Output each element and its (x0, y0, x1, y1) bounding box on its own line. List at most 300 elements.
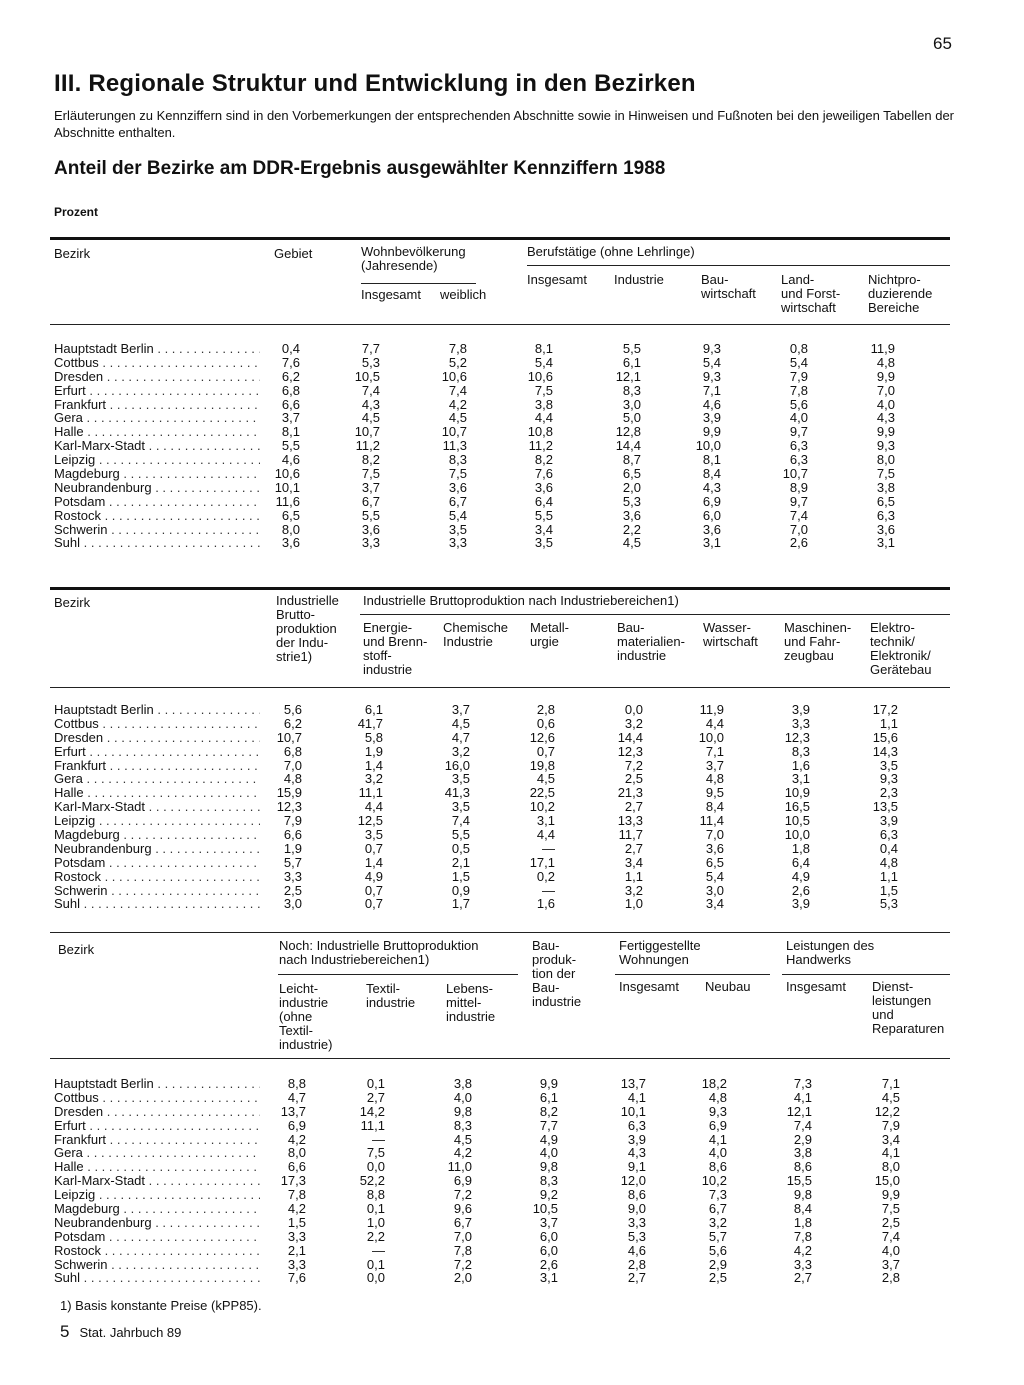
table-cell: 4,2 (793, 1242, 812, 1258)
table-cell: 0,7 (536, 743, 555, 759)
bezirk-name: Halle . . . (54, 786, 260, 800)
table-cell: 8,2 (361, 452, 380, 468)
table-cell: 1,9 (364, 743, 383, 759)
bezirk-name: Erfurt . . . (54, 1119, 260, 1133)
table-cell: 5,7 (283, 854, 302, 870)
table-cell: 5,4 (705, 868, 724, 884)
table-cell: — (542, 882, 555, 898)
t3-h-dienstleistungen: Dienst- leistungen und Reparaturen (872, 979, 945, 1036)
table-cell: 21,3 (617, 785, 643, 801)
table-cell: 8,4 (705, 799, 724, 815)
table-cell: 8,4 (702, 466, 721, 482)
table-cell: 15,0 (874, 1173, 900, 1189)
table-cell: 11,2 (355, 438, 380, 454)
t1-h-beruf-industrie: Industrie (614, 272, 664, 287)
table-cell: 4,0 (876, 396, 895, 412)
table-cell: 10,0 (695, 438, 721, 454)
table-cell: 4,2 (448, 396, 467, 412)
t3-wohn-subrule (615, 974, 770, 975)
table-cell: 9,2 (539, 1187, 558, 1203)
table-cell: 11,4 (699, 813, 724, 829)
table-cell: 8,1 (702, 452, 721, 468)
table-cell: 7,8 (793, 1228, 812, 1244)
table-cell: 7,4 (451, 813, 470, 829)
t2-h-wasserwirtschaft: Wasser- wirtschaft (703, 620, 758, 649)
table-cell: 6,4 (534, 493, 553, 509)
table-cell: 9,5 (705, 785, 724, 801)
t3-h-handwerk-insgesamt: Insgesamt (786, 979, 846, 994)
bezirk-name: Suhl . . . (54, 897, 260, 911)
bezirk-name: Schwerin . . . (54, 1258, 260, 1272)
table-cell: 7,2 (624, 757, 643, 773)
table3-body (50, 1077, 950, 1285)
table-cell: 4,3 (361, 396, 380, 412)
table-cell: 11,6 (275, 493, 300, 509)
table-cell: 7,4 (361, 382, 380, 398)
t3-h-leichtindustrie: Leicht- industrie (ohne Textil- industrie) (279, 981, 333, 1052)
table2-top-rule (50, 587, 950, 590)
table-cell: 4,5 (451, 715, 470, 731)
table-cell: 11,1 (360, 1117, 385, 1133)
table-cell: 8,6 (793, 1159, 812, 1175)
table-cell: 0,4 (281, 341, 300, 356)
table-cell: 4,6 (627, 1242, 646, 1258)
table-cell: 3,1 (539, 1270, 558, 1286)
t3-h-wohnungen-insgesamt: Insgesamt (619, 979, 679, 994)
table-cell: 14,2 (359, 1103, 385, 1119)
table-row (50, 772, 950, 786)
table-cell: 9,7 (789, 493, 808, 509)
table-cell: 6,7 (708, 1201, 727, 1217)
table-cell: 6,9 (287, 1117, 306, 1133)
table-cell: 12,8 (615, 424, 641, 440)
table-cell: 4,0 (789, 410, 808, 426)
table-row (50, 786, 950, 800)
t1-h-wohnbevoelkerung: Wohnbevölkerung (Jahresende) (361, 244, 466, 273)
table-row (50, 356, 950, 370)
table-cell: 7,5 (448, 466, 467, 482)
table-cell: 3,9 (879, 813, 898, 829)
table-cell: 3,6 (361, 521, 380, 537)
table-cell: 0,1 (366, 1201, 385, 1217)
table-cell: 5,3 (879, 896, 898, 912)
table-cell: 12,6 (529, 729, 555, 745)
table-cell: 4,7 (451, 729, 470, 745)
table-cell: 8,7 (622, 452, 641, 468)
table-cell: 4,9 (539, 1131, 558, 1147)
table-cell: 8,3 (791, 743, 810, 759)
bezirk-name: Halle . . . (54, 425, 260, 439)
table-cell: 9,3 (879, 771, 898, 787)
table-cell: 12,5 (357, 813, 383, 829)
table-cell: 3,5 (534, 535, 553, 551)
table-cell: 1,0 (624, 896, 643, 912)
bezirk-name: Hauptstadt Berlin . . . (54, 1077, 260, 1091)
bezirk-name: Schwerin . . . (54, 523, 260, 537)
table-cell: 7,8 (453, 1242, 472, 1258)
table-cell: 10,0 (784, 827, 810, 843)
table-cell: 6,1 (364, 702, 383, 717)
table-cell: 4,1 (881, 1145, 900, 1161)
table-cell: 9,9 (881, 1187, 900, 1203)
table-cell: 9,3 (708, 1103, 727, 1119)
table-cell: 2,0 (622, 479, 641, 495)
table-cell: 7,0 (876, 382, 895, 398)
table-cell: 10,5 (784, 813, 810, 829)
table-row (50, 384, 950, 398)
table-cell: 22,5 (529, 785, 555, 801)
table-cell: 15,9 (276, 785, 302, 801)
table-row (50, 425, 950, 439)
table-cell: 7,5 (881, 1201, 900, 1217)
table-row (50, 1271, 950, 1285)
table-row (50, 1119, 950, 1133)
bezirk-name: Rostock . . . (54, 1244, 260, 1258)
bezirk-name: Neubrandenburg . . . (54, 842, 260, 856)
table-cell: 6,1 (539, 1089, 558, 1105)
table-cell: 10,0 (698, 729, 724, 745)
table-cell: 2,2 (366, 1228, 385, 1244)
section-heading: III. Regionale Struktur und Entwicklung in den Bezirken (54, 70, 696, 97)
table-cell: 6,1 (622, 354, 641, 370)
bezirk-name: Schwerin . . . (54, 884, 260, 898)
table-cell: 0,1 (366, 1076, 385, 1091)
table-cell: 3,7 (451, 702, 470, 717)
table-cell: 3,1 (876, 535, 895, 551)
table-cell: 6,0 (702, 507, 721, 523)
table-cell: 3,7 (705, 757, 724, 773)
table-cell: 7,4 (881, 1228, 900, 1244)
table-cell: 4,2 (453, 1145, 472, 1161)
table-cell: 3,1 (702, 535, 721, 551)
table-cell: 8,0 (287, 1145, 306, 1161)
bezirk-name: Dresden . . . (54, 370, 260, 384)
table-cell: 3,3 (791, 715, 810, 731)
table-cell: 9,8 (453, 1103, 472, 1119)
table-cell: 14,4 (615, 438, 641, 454)
table-row (50, 1077, 950, 1091)
table-cell: 1,6 (536, 896, 555, 912)
table-cell: 7,1 (705, 743, 724, 759)
table-cell: 2,7 (627, 1270, 646, 1286)
table-cell: 5,2 (448, 354, 467, 370)
t3-h-wohnungen-neubau: Neubau (705, 979, 751, 994)
bezirk-name: Leipzig . . . (54, 453, 260, 467)
table-cell: 52,2 (359, 1173, 385, 1189)
t1-h-beruf-insgesamt: Insgesamt (527, 272, 587, 287)
table-cell: 7,7 (539, 1117, 558, 1133)
table-cell: 8,0 (881, 1159, 900, 1175)
table-cell: 6,2 (283, 715, 302, 731)
table-cell: 3,3 (287, 1228, 306, 1244)
table-cell: 10,2 (529, 799, 555, 815)
table-cell: 7,5 (534, 382, 553, 398)
table-cell: 4,5 (448, 410, 467, 426)
table-cell: 7,1 (881, 1076, 900, 1091)
table-cell: 8,2 (539, 1103, 558, 1119)
footer-number: 5 (60, 1322, 70, 1341)
table-cell: 3,3 (283, 868, 302, 884)
t3-h-bauproduktion: Bau- produk- tion der Bau- industrie (532, 938, 582, 1009)
table-cell: 8,0 (876, 452, 895, 468)
table-cell: 8,3 (622, 382, 641, 398)
table-cell: 7,1 (702, 382, 721, 398)
table-cell: 11,9 (870, 341, 895, 356)
table-cell: 11,2 (528, 438, 553, 454)
t1-h-bezirk: Bezirk (54, 246, 91, 261)
table-cell: 3,0 (622, 396, 641, 412)
table-cell: 10,1 (274, 479, 300, 495)
table-cell: 4,7 (287, 1089, 306, 1105)
table-cell: 7,5 (361, 466, 380, 482)
table-cell: 4,4 (364, 799, 383, 815)
table-row (50, 536, 950, 550)
table-cell: 4,5 (361, 410, 380, 426)
table-cell: 1,4 (364, 854, 383, 870)
table-row (50, 884, 950, 898)
table-cell: 3,2 (364, 771, 383, 787)
table-cell: 1,1 (624, 868, 643, 884)
table-cell: 7,8 (448, 341, 467, 356)
table-cell: 3,4 (534, 521, 553, 537)
table-cell: 9,8 (539, 1159, 558, 1175)
table-cell: 14,4 (617, 729, 643, 745)
table-cell: 3,3 (361, 535, 380, 551)
table-cell: 1,0 (366, 1214, 385, 1230)
table-cell: 5,6 (708, 1242, 727, 1258)
table-cell: 5,3 (622, 493, 641, 509)
table-cell: 7,0 (453, 1228, 472, 1244)
table-cell: 9,1 (627, 1159, 646, 1175)
table1-top-rule (50, 237, 950, 240)
table-cell: 11,1 (358, 785, 383, 801)
table-cell: 5,5 (622, 341, 641, 356)
table-cell: 9,7 (789, 424, 808, 440)
bezirk-name: Potsdam . . . (54, 856, 260, 870)
table-cell: 12,1 (786, 1103, 812, 1119)
table-cell: 6,5 (281, 507, 300, 523)
table-cell: 7,4 (793, 1117, 812, 1133)
table-cell: 4,9 (364, 868, 383, 884)
table-cell: 6,3 (876, 507, 895, 523)
t1-h-beruf-nichtproduzierend: Nichtpro- duzierende Bereiche (868, 272, 933, 315)
table-cell: 4,1 (708, 1131, 727, 1147)
table-cell: 3,9 (627, 1131, 646, 1147)
table-cell: 4,0 (539, 1145, 558, 1161)
table-cell: 3,9 (791, 702, 810, 717)
table-cell: 1,5 (287, 1214, 306, 1230)
table-cell: 6,0 (539, 1242, 558, 1258)
bezirk-name: Karl-Marx-Stadt . . . (54, 1174, 260, 1188)
table-row (50, 745, 950, 759)
table-row (50, 856, 950, 870)
bezirk-name: Cottbus . . . (54, 356, 260, 370)
table-cell: 2,5 (881, 1214, 900, 1230)
bezirk-name: Dresden . . . (54, 731, 260, 745)
table-cell: 9,3 (702, 341, 721, 356)
table-cell: 6,5 (705, 854, 724, 870)
t2-group-subrule (360, 614, 950, 615)
table-cell: 9,3 (876, 438, 895, 454)
table-cell: 3,6 (534, 479, 553, 495)
bezirk-name: Erfurt . . . (54, 384, 260, 398)
table-cell: 5,7 (708, 1228, 727, 1244)
table-cell: 4,3 (702, 479, 721, 495)
table-cell: 10,1 (620, 1103, 646, 1119)
table-cell: 2,9 (708, 1256, 727, 1272)
table-cell: 4,4 (705, 715, 724, 731)
table-cell: 11,3 (442, 438, 467, 454)
table-cell: 8,1 (281, 424, 300, 440)
table-row (50, 495, 950, 509)
t1-h-beruf-bauwirtschaft: Bau- wirtschaft (701, 272, 756, 301)
table-cell: 3,6 (876, 521, 895, 537)
t1-h-beruf-landwirtschaft: Land- und Forst- wirtschaft (781, 272, 841, 315)
table-cell: 7,0 (789, 521, 808, 537)
table-cell: 16,0 (444, 757, 470, 773)
table-cell: 8,3 (539, 1173, 558, 1189)
table-cell: 12,3 (617, 743, 643, 759)
table-cell: 6,9 (708, 1117, 727, 1133)
table-cell: 4,6 (281, 452, 300, 468)
table-cell: 10,2 (701, 1173, 727, 1189)
table-cell: 3,3 (287, 1256, 306, 1272)
table-row (50, 717, 950, 731)
table-cell: 1,5 (451, 868, 470, 884)
table-cell: 7,6 (287, 1270, 306, 1286)
table-cell: 1,7 (451, 896, 470, 912)
t3-group-subrule (278, 974, 518, 975)
footnote: 1) Basis konstante Preise (kPP85). (60, 1298, 262, 1313)
table-cell: 6,7 (448, 493, 467, 509)
table-cell: 4,0 (881, 1242, 900, 1258)
table-cell: 2,8 (536, 702, 555, 717)
t3-h-wohnungen: Fertiggestellte Wohnungen (619, 938, 701, 967)
table-cell: 3,2 (451, 743, 470, 759)
table-cell: 0,5 (451, 840, 470, 856)
table-cell: 0,8 (789, 341, 808, 356)
table-cell: 2,8 (627, 1256, 646, 1272)
table-cell: 9,9 (876, 368, 895, 384)
table-cell: 7,3 (793, 1076, 812, 1091)
intro-text: Erläuterungen zu Kennziffern sind in den Vorbemerkungen der entsprechenden Abschnitte sowie in Hinweisen und Fußnoten bei den jeweiligen Tabellen der Abschnitte enthalten. (54, 108, 955, 140)
table-cell: 3,6 (281, 535, 300, 551)
t2-h-elektrotechnik: Elektro- technik/ Elektronik/ Gerätebau (870, 620, 932, 677)
table-cell: 10,7 (354, 424, 380, 440)
t2-h-chemie: Chemische Industrie (443, 620, 509, 649)
bezirk-name: Magdeburg . . . (54, 1202, 260, 1216)
table-cell: 6,3 (627, 1117, 646, 1133)
table-cell: 9,6 (453, 1201, 472, 1217)
table-cell: 4,3 (627, 1145, 646, 1161)
table-cell: 19,8 (529, 757, 555, 773)
t2-h-group: Industrielle Bruttoproduktion nach Industriebereichen1) (363, 593, 679, 608)
t3-h-textilindustrie: Textil- industrie (366, 981, 416, 1010)
table-cell: 8,2 (534, 452, 553, 468)
table-cell: 7,9 (283, 813, 302, 829)
table-cell: 5,5 (281, 438, 300, 454)
table-cell: 3,9 (791, 896, 810, 912)
table-row (50, 703, 950, 717)
bezirk-name: Neubrandenburg . . . (54, 481, 260, 495)
t1-h-berufstaetige: Berufstätige (ohne Lehrlinge) (527, 244, 695, 259)
table-cell: 10,7 (441, 424, 467, 440)
table-cell: 6,3 (789, 452, 808, 468)
t2-h-energie: Energie- und Brenn- stoff- industrie (363, 620, 428, 677)
bezirk-name: Gera . . . (54, 1146, 260, 1160)
bezirk-name: Potsdam . . . (54, 1230, 260, 1244)
table-cell: 13,3 (617, 813, 643, 829)
table-cell: 0,0 (624, 702, 643, 717)
table-cell: 2,9 (793, 1131, 812, 1147)
table-cell: 12,0 (620, 1173, 646, 1189)
table-cell: 4,5 (881, 1089, 900, 1105)
table-cell: 6,2 (281, 368, 300, 384)
table-cell: 4,4 (536, 827, 555, 843)
table-cell: 5,0 (622, 410, 641, 426)
table-row (50, 1244, 950, 1258)
table-cell: 6,5 (876, 493, 895, 509)
table-cell: 6,9 (453, 1173, 472, 1189)
table-cell: 3,3 (448, 535, 467, 551)
table-cell: 1,8 (791, 840, 810, 856)
table-cell: 9,9 (702, 424, 721, 440)
table-cell: 3,3 (793, 1256, 812, 1272)
table-cell: 15,6 (872, 729, 898, 745)
table-cell: 14,3 (872, 743, 898, 759)
table-cell: 12,3 (276, 799, 302, 815)
bezirk-name: Karl-Marx-Stadt . . . (54, 800, 260, 814)
table-cell: — (372, 1242, 385, 1258)
table-cell: 3,6 (702, 521, 721, 537)
table-cell: 3,2 (708, 1214, 727, 1230)
table-row (50, 1146, 950, 1160)
table-cell: 7,6 (281, 354, 300, 370)
table-cell: 5,5 (451, 827, 470, 843)
bezirk-name: Frankfurt . . . (54, 1133, 260, 1147)
table-cell: 7,4 (789, 507, 808, 523)
table-row (50, 1133, 950, 1147)
t2-h-maschinenbau: Maschinen- und Fahr- zeugbau (784, 620, 852, 663)
table-row (50, 509, 950, 523)
table-cell: 5,4 (789, 354, 808, 370)
t2-h-bezirk: Bezirk (54, 595, 91, 610)
table-cell: 3,0 (705, 882, 724, 898)
table-cell: 13,7 (280, 1103, 306, 1119)
table-cell: 7,4 (448, 382, 467, 398)
table-cell: 12,2 (874, 1103, 900, 1119)
t3-h-group: Noch: Industrielle Bruttoproduktion nach Industriebereichen1) (279, 938, 479, 967)
table-cell: 9,8 (793, 1187, 812, 1203)
table-cell: 4,0 (708, 1145, 727, 1161)
table-cell: 2,7 (793, 1270, 812, 1286)
table-cell: 0,0 (366, 1159, 385, 1175)
page-footer (60, 1322, 181, 1342)
table-cell: 9,0 (627, 1201, 646, 1217)
table-cell: 11,0 (447, 1159, 472, 1175)
t1-beruf-subrule (527, 265, 950, 266)
table-cell: 10,6 (441, 368, 467, 384)
table-cell: 3,4 (881, 1131, 900, 1147)
table-cell: 4,4 (534, 410, 553, 426)
table-cell: 6,8 (281, 382, 300, 398)
table3-top-rule (50, 932, 950, 933)
table-cell: 3,0 (283, 896, 302, 912)
table-cell: 0,9 (451, 882, 470, 898)
table2-header-rule (50, 687, 950, 688)
table-cell: 3,5 (451, 799, 470, 815)
table-cell: 2,1 (451, 854, 470, 870)
